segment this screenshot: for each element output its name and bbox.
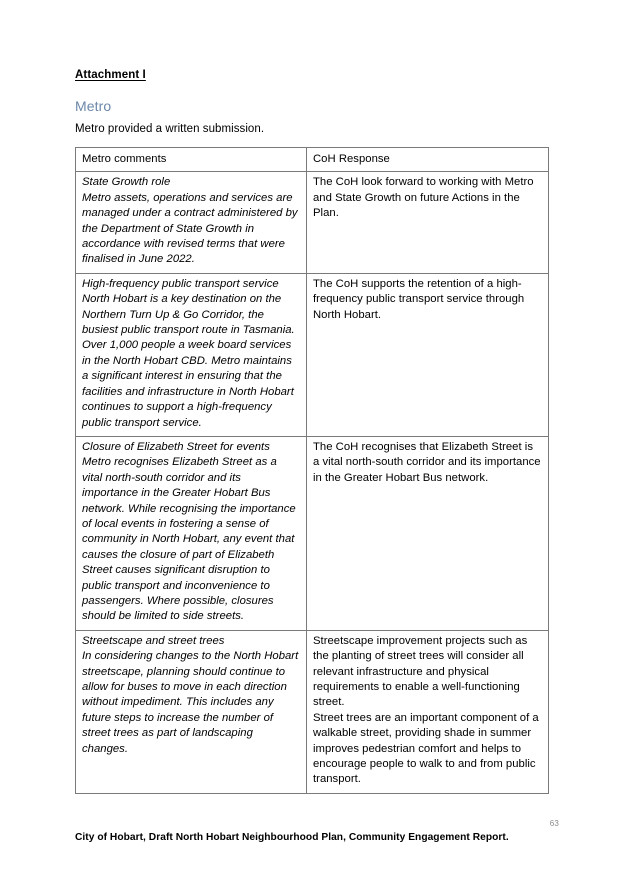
response-paragraph: The CoH supports the retention of a high-frequency public transport service through North Hobart.	[313, 277, 525, 321]
coh-response-cell	[307, 436, 549, 630]
comment-title: High-frequency public transport service	[82, 277, 279, 290]
metro-comment-cell	[76, 172, 307, 273]
response-paragraph: Street trees are an important component of a walkable street, providing shade in summer improves pedestrian comfort and helps to encourage people to walk to and from public transport.	[313, 711, 539, 786]
coh-response-cell	[307, 273, 549, 436]
metro-comment-cell	[76, 273, 307, 436]
response-paragraph: Streetscape improvement projects such as the planting of street trees will consider all relevant infrastructure and physical requirements to enable a well-functioning street.	[313, 634, 528, 709]
table-row	[76, 172, 549, 273]
section-heading-metro: Metro	[75, 98, 112, 114]
comment-body: In considering changes to the North Hobart streetscape, planning should continue to allow for buses to move in each direction without impediment. This includes any future steps to increase the number of street trees as part of landscaping changes.	[82, 650, 299, 755]
response-paragraph: The CoH look forward to working with Metro and State Growth on future Actions in the Plan.	[313, 176, 534, 220]
comment-title: State Growth role	[82, 176, 171, 189]
comment-title: Streetscape and street trees	[82, 634, 225, 647]
coh-response-cell	[307, 630, 549, 793]
coh-response-cell	[307, 172, 549, 273]
column-header-metro-comments: Metro comments	[76, 148, 307, 172]
response-paragraph: The CoH recognises that Elizabeth Street is a vital north-south corridor and its importance in the Greater Hobart Bus network.	[313, 440, 541, 484]
table-row	[76, 273, 549, 436]
table-header-row	[76, 148, 549, 172]
metro-comment-cell	[76, 436, 307, 630]
table-row	[76, 630, 549, 793]
metro-comments-table	[75, 147, 549, 794]
comment-body: North Hobart is a key destination on the Northern Turn Up & Go Corridor, the busiest public transport route in Tasmania. Over 1,000 people a week board services in the North Hobart CBD. Metro maintains a significant interest in ensuring that the facilities and infrastructure in North Hobart continues to support a high-frequency public transport service.	[82, 293, 295, 429]
page-content	[75, 68, 548, 794]
attachment-title: Attachment I	[75, 69, 146, 81]
page-number: 63	[549, 819, 559, 828]
column-header-coh-response: CoH Response	[307, 148, 549, 172]
comment-body: Metro recognises Elizabeth Street as a vital north-south corridor and its importance in the Greater Hobart Bus network. While recognising the importance of local events in fostering a sense of community in North Hobart, any event that causes the closure of part of Elizabeth Street causes significant disruption to public transport and inconvenience to passengers. Where possible, closures should be limited to side streets.	[82, 456, 296, 623]
footer-text: City of Hobart, Draft North Hobart Neighbourhood Plan, Community Engagement Report.	[75, 832, 509, 843]
metro-comment-cell	[76, 630, 307, 793]
comment-body: Metro assets, operations and services are managed under a contract administered by the Department of State Growth in accordance with revised terms that were finalised in June 2022.	[82, 191, 298, 266]
comment-title: Closure of Elizabeth Street for events	[82, 440, 270, 453]
table-row	[76, 436, 549, 630]
intro-paragraph: Metro provided a written submission.	[75, 123, 265, 135]
